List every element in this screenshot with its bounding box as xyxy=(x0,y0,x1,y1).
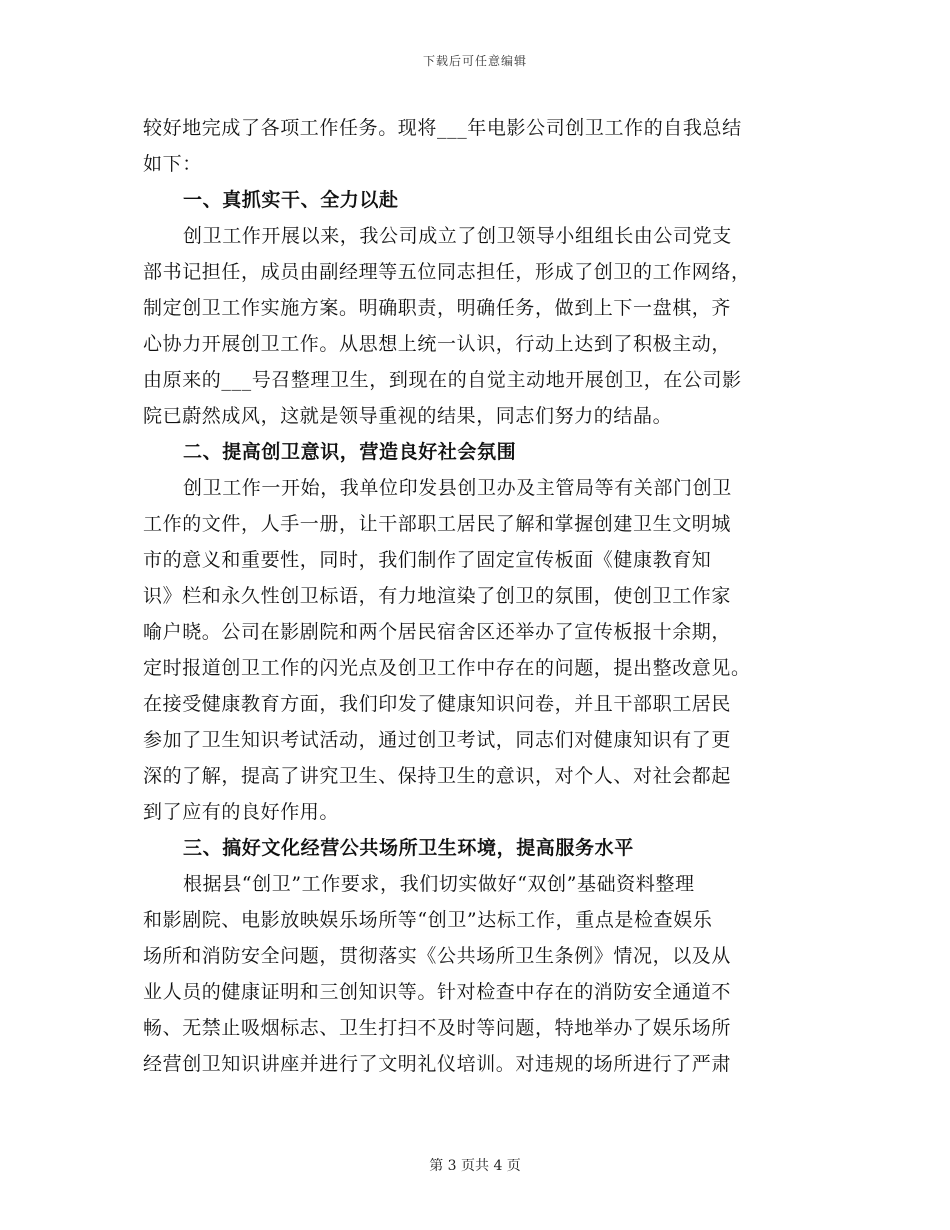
paragraph-line: 工作的文件，人手一册，让干部职工居民了解和掌握创建卫生文明城 xyxy=(143,513,732,535)
paragraph-line: 和影剧院、电影放映娱乐场所等“创卫”达标工作，重点是检查娱乐 xyxy=(143,909,713,931)
paragraph-line: 院已蔚然成风，这就是领导重视的结果，同志们努力的结晶。 xyxy=(143,405,673,427)
paragraph-line: 喻户晓。公司在影剧院和两个居民宿舍区还举办了宣传板报十余期， xyxy=(143,621,732,643)
page-header: 下载后可任意编辑 xyxy=(422,54,527,68)
paragraph-line: 场所和消防安全问题，贯彻落实《公共场所卫生条例》情况，以及从 xyxy=(143,945,732,967)
paragraph-line: 识》栏和永久性创卫标语，有力地渲染了创卫的氛围，使创卫工作家 xyxy=(143,585,732,607)
paragraph-line: 较好地完成了各项工作任务。现将___年电影公司创卫工作的自我总结 xyxy=(143,117,742,139)
section-heading-1: 一、真抓实干、全力以赴 xyxy=(183,189,399,211)
page-number: 第 3 页共 4 页 xyxy=(429,1158,521,1174)
paragraph-line: 如下： xyxy=(143,153,202,175)
paragraph-line: 参加了卫生知识考试活动，通过创卫考试，同志们对健康知识有了更 xyxy=(143,729,732,751)
paragraph-line: 部书记担任，成员由副经理等五位同志担任，形成了创卫的工作网络， xyxy=(143,261,751,283)
paragraph-line: 创卫工作一开始，我单位印发县创卫办及主管局等有关部门创卫 xyxy=(183,477,732,499)
paragraph-line: 深的了解，提高了讲究卫生、保持卫生的意识，对个人、对社会都起 xyxy=(143,765,732,787)
paragraph-line: 业人员的健康证明和三创知识等。针对检查中存在的消防安全通道不 xyxy=(143,981,732,1003)
paragraph-line: 制定创卫工作实施方案。明确职责，明确任务，做到上下一盘棋，齐 xyxy=(143,297,732,319)
document-body xyxy=(143,110,808,1082)
section-heading-2: 二、提高创卫意识，营造良好社会氛围 xyxy=(183,441,517,463)
paragraph-line: 到了应有的良好作用。 xyxy=(143,801,340,823)
paragraph-line: 由原来的___号召整理卫生，到现在的自觉主动地开展创卫，在公司影 xyxy=(143,369,742,391)
paragraph-line: 畅、无禁止吸烟标志、卫生打扫不及时等问题，特地举办了娱乐场所 xyxy=(143,1017,732,1039)
section-heading-3: 三、搞好文化经营公共场所卫生环境，提高服务水平 xyxy=(183,837,634,859)
paragraph-line: 创卫工作开展以来，我公司成立了创卫领导小组组长由公司党支 xyxy=(183,225,732,247)
paragraph-line: 根据县“创卫”工作要求，我们切实做好“双创”基础资料整理 xyxy=(183,873,695,895)
paragraph-line: 经营创卫知识讲座并进行了文明礼仪培训。对违规的场所进行了严肃 xyxy=(143,1053,732,1075)
paragraph-line: 在接受健康教育方面，我们印发了健康知识问卷，并且干部职工居民 xyxy=(143,693,732,715)
paragraph-line: 心协力开展创卫工作。从思想上统一认识，行动上达到了积极主动， xyxy=(143,333,732,355)
paragraph-line: 定时报道创卫工作的闪光点及创卫工作中存在的问题，提出整改意见。 xyxy=(143,657,751,679)
paragraph-line: 市的意义和重要性，同时，我们制作了固定宣传板面《健康教育知 xyxy=(143,549,712,571)
